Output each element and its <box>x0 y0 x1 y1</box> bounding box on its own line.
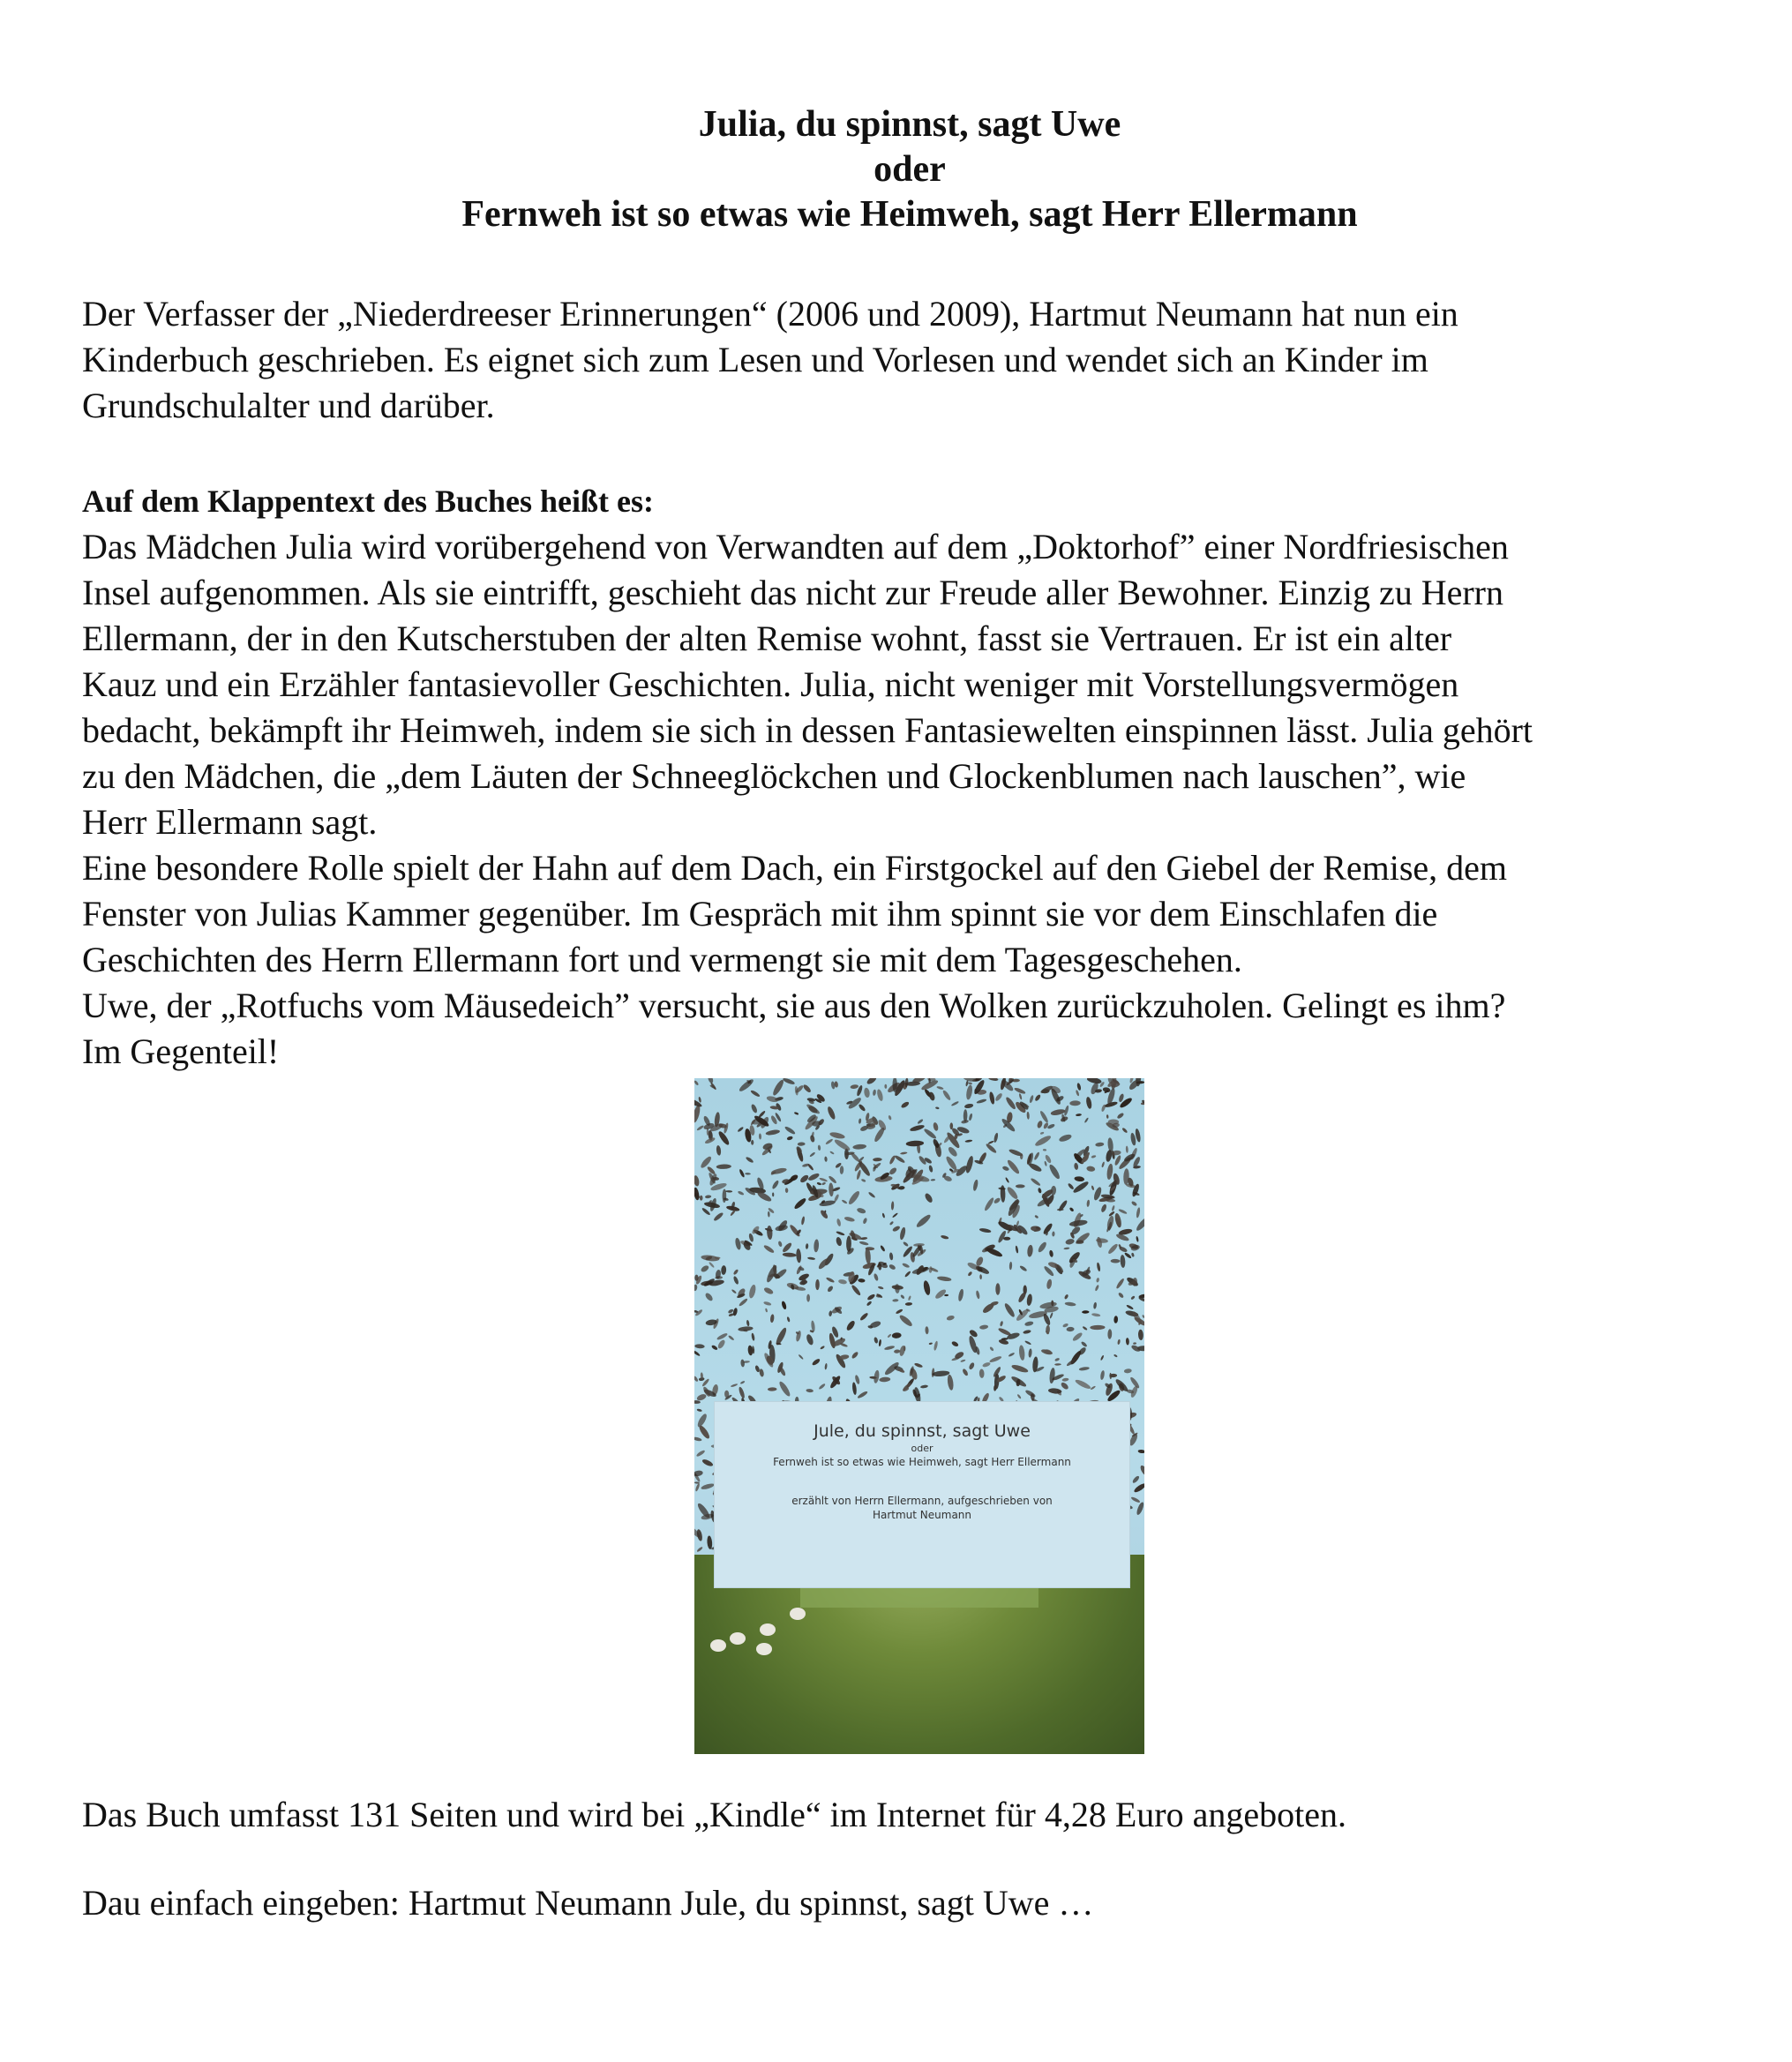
intro-line: Der Verfasser der „Niederdreeser Erinnerungen“ (2006 und 2009), Hartmut Neumann hat nun ein <box>82 294 1458 334</box>
blurb-line: Eine besondere Rolle spielt der Hahn auf dem Dach, ein Firstgockel auf den Giebel der Remise, dem <box>82 848 1508 888</box>
blurb-line: Herr Ellermann sagt. <box>82 802 378 842</box>
intro-line: Grundschulalter und darüber. <box>82 386 495 425</box>
document-title <box>0 102 1792 237</box>
book-cover-image <box>694 1078 1144 1754</box>
sheep-illustration <box>710 1639 726 1652</box>
title-line-1: Julia, du spinnst, sagt Uwe <box>698 104 1121 145</box>
search-hint-paragraph <box>82 1880 1763 1926</box>
intro-paragraph <box>82 291 1763 429</box>
blurb-line: Das Mädchen Julia wird vorübergehend von Verwandten auf dem „Doktorhof” einer Nordfriesischen <box>82 527 1509 566</box>
intro-line: Kinderbuch geschrieben. Es eignet sich zum Lesen und Vorlesen und wendet sich an Kinder im <box>82 340 1428 379</box>
sheep-illustration <box>760 1623 776 1636</box>
blurb-line: Ellermann, der in den Kutscherstuben der alten Remise wohnt, fasst sie Vertrauen. Er ist ein alter <box>82 619 1452 658</box>
blurb-section <box>82 478 1763 1075</box>
search-hint-text: Dau einfach eingeben: Hartmut Neumann Jule, du spinnst, sagt Uwe … <box>82 1883 1094 1923</box>
blurb-line: Insel aufgenommen. Als sie eintrifft, geschieht das nicht zur Freude aller Bewohner. Einzig zu Herrn <box>82 573 1503 612</box>
cover-subtitle: Fernweh ist so etwas wie Heimweh, sagt Herr Ellermann <box>773 1456 1071 1468</box>
blurb-line: Im Gegenteil! <box>82 1031 280 1071</box>
cover-title-label <box>714 1401 1130 1588</box>
sheep-illustration <box>730 1632 746 1645</box>
cover-title: Jule, du spinnst, sagt Uwe <box>814 1421 1031 1441</box>
sheep-illustration <box>790 1608 806 1620</box>
blurb-line: Kauz und ein Erzähler fantasievoller Geschichten. Julia, nicht weniger mit Vorstellungsvermögen <box>82 664 1459 704</box>
price-paragraph <box>82 1792 1763 1838</box>
title-line-2: oder <box>874 149 946 190</box>
blurb-line: bedacht, bekämpft ihr Heimweh, indem sie sich in dessen Fantasiewelten einspinnen lässt. Julia gehört <box>82 710 1533 750</box>
blurb-line: Geschichten des Herrn Ellermann fort und vermengt sie mit dem Tagesgeschehen. <box>82 940 1242 979</box>
price-text: Das Buch umfasst 131 Seiten und wird bei „Kindle“ im Internet für 4,28 Euro angeboten. <box>82 1795 1346 1834</box>
blurb-heading: Auf dem Klappentext des Buches heißt es: <box>82 484 655 519</box>
cover-oder: oder <box>911 1443 933 1454</box>
cover-author: Hartmut Neumann <box>872 1509 972 1521</box>
blurb-line: zu den Mädchen, die „dem Läuten der Schneeglöckchen und Glockenblumen nach lauschen”, wie <box>82 756 1466 796</box>
blurb-line: Uwe, der „Rotfuchs vom Mäusedeich” versucht, sie aus den Wolken zurückzuholen. Gelingt es ihm? <box>82 986 1506 1025</box>
blurb-line: Fenster von Julias Kammer gegenüber. Im Gespräch mit ihm spinnt sie vor dem Einschlafen die <box>82 894 1438 934</box>
title-line-3: Fernweh ist so etwas wie Heimweh, sagt Herr Ellermann <box>461 194 1358 235</box>
sheep-illustration <box>756 1643 772 1655</box>
cover-byline: erzählt von Herrn Ellermann, aufgeschrieben von <box>791 1495 1053 1507</box>
